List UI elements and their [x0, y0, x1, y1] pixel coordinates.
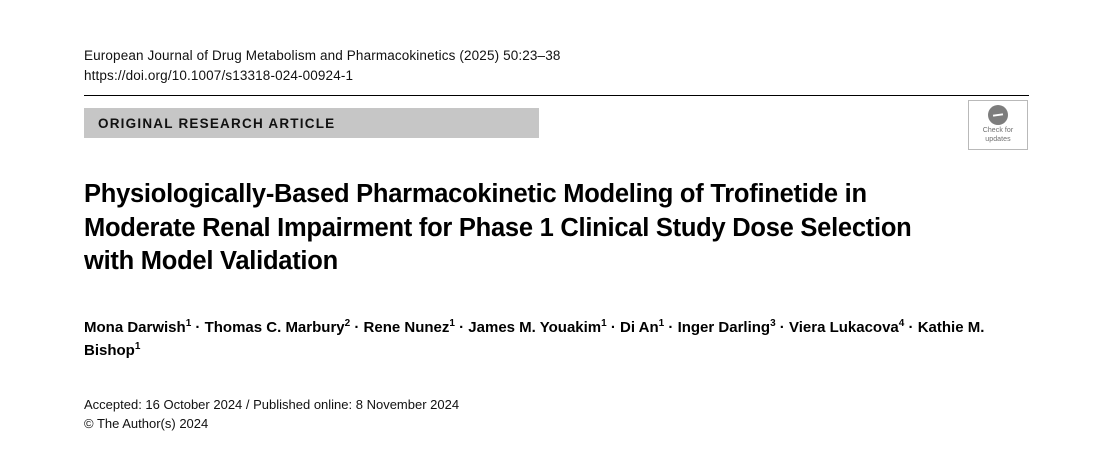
author-name: Mona Darwish	[84, 319, 186, 337]
journal-citation: European Journal of Drug Metabolism and Pharmacokinetics (2025) 50:23–38	[84, 48, 561, 63]
author-entry	[678, 319, 789, 336]
author-name: Kathie M. Bishop	[84, 319, 985, 359]
author-entry	[468, 319, 620, 336]
author-affiliation-marker: 1	[134, 340, 141, 352]
article-type-label: ORIGINAL RESEARCH ARTICLE	[98, 115, 336, 131]
author-separator: ·	[350, 319, 364, 337]
check-for-updates-line2: updates	[985, 135, 1011, 143]
author-entry	[789, 319, 918, 336]
author-separator: ·	[191, 319, 205, 337]
check-for-updates-icon	[988, 105, 1008, 125]
copyright-line: © The Author(s) 2024	[84, 415, 209, 431]
author-name: Thomas C. Marbury	[204, 319, 345, 337]
author-affiliation-marker: 1	[185, 318, 192, 330]
author-affiliation-marker: 1	[658, 318, 665, 330]
author-affiliation-marker: 2	[344, 318, 351, 330]
author-separator: ·	[775, 319, 789, 337]
author-entry	[84, 319, 205, 336]
author-list	[84, 317, 1024, 362]
author-entry	[364, 319, 469, 336]
author-affiliation-marker: 4	[898, 318, 905, 330]
author-affiliation-marker: 1	[449, 318, 455, 330]
page-title: Physiologically-Based Pharmacokinetic Modeling of Trofinetide in Moderate Renal Impairment for Phase 1 Clinical Study Dose Selection with Model Validation	[84, 180, 912, 276]
author-name: Inger Darling	[677, 319, 771, 337]
author-separator: ·	[664, 319, 678, 337]
check-for-updates-line1: Check for	[982, 127, 1014, 135]
journal-doi[interactable]: https://doi.org/10.1007/s13318-024-00924-1	[84, 67, 354, 83]
article-type-banner	[84, 108, 539, 138]
author-entry	[205, 319, 364, 336]
author-affiliation-marker: 3	[770, 318, 776, 330]
author-separator: ·	[454, 319, 469, 337]
accepted-published-line: Accepted: 16 October 2024 / Published online: 8 November 2024	[84, 397, 460, 413]
check-for-updates-badge[interactable]	[968, 100, 1028, 150]
author-name: James M. Youakim	[468, 319, 602, 337]
journal-header	[84, 0, 1029, 85]
author-entry	[620, 319, 678, 336]
page-content	[84, 0, 1029, 434]
author-separator: ·	[606, 319, 621, 337]
author-name: Rene Nunez	[363, 319, 450, 337]
publication-dates	[84, 396, 1029, 434]
author-name: Viera Lukacova	[788, 319, 899, 337]
author-name: Di An	[620, 319, 659, 337]
banner-row	[84, 96, 1029, 154]
author-affiliation-marker: 1	[601, 318, 607, 330]
author-separator: ·	[904, 319, 918, 337]
